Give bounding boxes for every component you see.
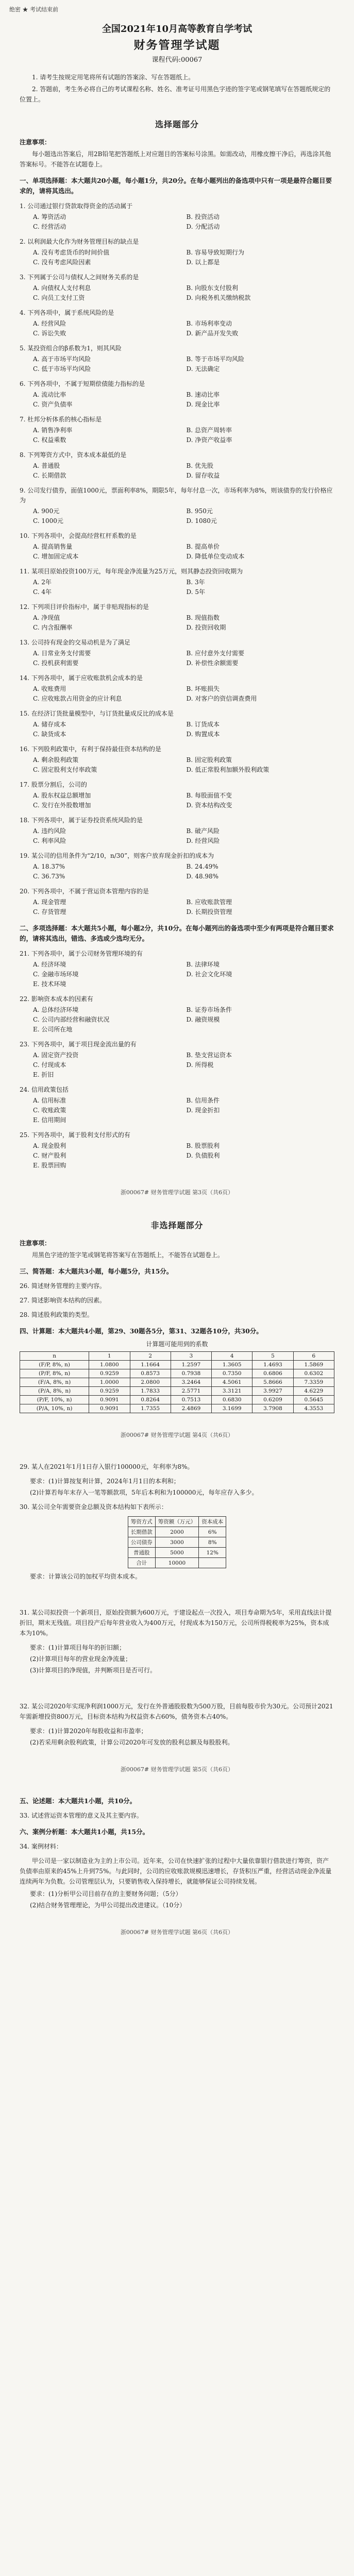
mcq-option: A. 18.37% — [33, 863, 65, 870]
mcq-option: D. 1080元 — [186, 517, 217, 524]
capital-cell: 3000 — [155, 1537, 199, 1548]
mcq-question: 9. 公司发行债券，面值1000元，票面利率8%，期限5年，每年付息一次，市场利率为8%，则该债券的发行价格应为 — [20, 487, 333, 504]
capital-header-cell: 筹资方式 — [128, 1517, 155, 1527]
question-31: 31. 某公司拟投资一个新项目，原始投资额为600万元，于建设起点一次投入，项目寿命期为5年，采用直线法计提折旧，期末无残值。项目投产后每年营业收入为400万元，付现成本为150万元，公司所得税税率为25%，资本成本为10%。 — [20, 1609, 332, 1637]
multi-option: B. 法律环境 — [186, 961, 220, 968]
coef-header-cell: 4 — [212, 1352, 252, 1361]
mcq-option: D. 向税务机关缴纳税款 — [186, 294, 251, 301]
mcq-options — [33, 684, 334, 704]
section6-head: 六、案例分析题：本大题共1小题，共15分。 — [20, 1828, 149, 1836]
mcq-options — [33, 248, 334, 267]
mcq-question: 20. 下列各项中，不属于营运资本管理内容的是 — [20, 888, 149, 895]
multi-options — [33, 960, 334, 989]
mcq-option: D. 净资产收益率 — [186, 436, 232, 444]
page-footer: 浙00067# 财务管理学试题 第3页（共6页） — [120, 1189, 234, 1196]
mcq-option: D. 投资回收期 — [186, 624, 226, 631]
mcq-option: B. 3年 — [186, 579, 205, 586]
question-30-sub: 要求：计算该公司的加权平均资本成本。 — [30, 1573, 142, 1580]
question-29: 29. 某人在2021年1月1日存入银行100000元，年利率为8%。 — [20, 1463, 194, 1470]
mcq-option: A. 销售净利率 — [33, 427, 73, 434]
section4-head: 四、计算题：本大题共4小题，第29、30题各5分，第31、32题各10分，共30分。 — [20, 1327, 263, 1335]
mcq-option: C. 1000元 — [33, 517, 63, 524]
capital-cell — [199, 1558, 226, 1568]
mcq-option: D. 5年 — [186, 588, 205, 596]
coef-row — [20, 1378, 334, 1387]
coef-header-cell: 3 — [171, 1352, 211, 1361]
mcq-option: C. 利率风险 — [33, 837, 66, 844]
capital-cell: 5000 — [155, 1548, 199, 1558]
multi-option: E. 信用期间 — [33, 1116, 66, 1124]
mcq-option: A. 股东权益总额增加 — [33, 792, 91, 799]
capital-cell: 长期借款 — [128, 1527, 155, 1537]
question-30: 30. 某公司全年需要资金总额及资本结构如下表所示： — [20, 1503, 167, 1511]
mcq-option: A. 普通股 — [33, 462, 60, 469]
coef-cell: 0.9091 — [89, 1404, 130, 1413]
coef-cell: 1.2597 — [171, 1361, 211, 1369]
multi-question: 22. 影响资本成本的因素有 — [20, 995, 93, 1003]
mcq-question: 17. 股票分割后，公司的 — [20, 781, 87, 788]
section5-head: 五、论述题：本大题共1小题，共10分。 — [20, 1797, 137, 1805]
mcq-option: D. 补偿性余额需要 — [186, 659, 239, 667]
mcq-options — [33, 390, 334, 410]
mcq-question: 4. 下列各项中，属于系统风险的是 — [20, 309, 114, 316]
mcq-option: D. 新产品开发失败 — [186, 330, 239, 337]
mcq-question: 2. 以利润最大化作为财务管理目标的缺点是 — [20, 238, 139, 245]
multi-option: E. 折旧 — [33, 1071, 54, 1078]
mcq-option: A. 收账费用 — [33, 685, 66, 692]
mcq-option: A. 提高销售量 — [33, 543, 73, 550]
multi-question: 23. 下列各项中，属于项目现金流出量的有 — [20, 1041, 137, 1048]
mcq-options — [33, 755, 334, 775]
coef-cell: 4.3553 — [293, 1404, 334, 1413]
multi-option: D. 社会文化环境 — [186, 971, 232, 978]
coef-cell: 4.5061 — [212, 1378, 252, 1387]
mcq-question: 19. 某公司的信用条件为“2/10，n/30”，则客户放弃现金折扣的成本为 — [20, 852, 214, 859]
coef-cell: 0.7513 — [171, 1396, 211, 1404]
coef-header-cell: n — [20, 1352, 89, 1361]
mcq-question: 10. 下列各项中，会提高经营杠杆系数的是 — [20, 532, 137, 539]
mcq-option: B. 坏账损失 — [186, 685, 220, 692]
coef-cell: (P/A, 10%, n) — [20, 1404, 89, 1413]
mcq-option: A. 筹资活动 — [33, 213, 66, 221]
part2-note-head: 注意事项： — [20, 1240, 51, 1247]
coef-cell: 0.8573 — [130, 1369, 171, 1378]
coef-cell: 0.6302 — [293, 1369, 334, 1378]
mcq-option: C. 没有考虑风险因素 — [33, 259, 91, 266]
coef-cell: 1.5869 — [293, 1361, 334, 1369]
page-footer: 浙00067# 财务管理学试题 第4页（共6页） — [120, 1432, 234, 1438]
mcq-option: B. 市场利率变动 — [186, 320, 232, 327]
mcq-option: B. 现值指数 — [186, 614, 220, 621]
mcq-options — [33, 426, 334, 445]
mcq-options — [33, 578, 334, 597]
mcq-option: B. 破产风险 — [186, 827, 220, 835]
mcq-option: B. 提高单价 — [186, 543, 220, 550]
coef-cell: (P/F, 8%, n) — [20, 1369, 89, 1378]
mcq-option: B. 订货成本 — [186, 721, 220, 728]
coef-cell: 0.6830 — [212, 1396, 252, 1404]
coef-row — [20, 1361, 334, 1369]
question-32-sub: 要求：(1)计算2020年每股收益和市盈率； — [30, 1727, 147, 1735]
mcq-options — [33, 506, 334, 526]
mcq-option: C. 缺货成本 — [33, 731, 66, 738]
mcq-option: B. 950元 — [186, 507, 213, 515]
capital-header-cell: 资本成本 — [199, 1517, 226, 1527]
mcq-options — [33, 720, 334, 739]
coef-cell: 3.3121 — [212, 1387, 252, 1396]
mcq-option: B. 24.49% — [186, 863, 218, 870]
section1-head: 一、单项选择题：本大题共20小题，每小题1分，共20分。在每小题列出的备选项中只有一项是最符合题目要求的，请将其选出。 — [20, 177, 332, 195]
mcq-question: 8. 下列筹资方式中，资本成本最低的是 — [20, 451, 127, 459]
mcq-option: C. 4年 — [33, 588, 52, 596]
mcq-option: C. 权益乘数 — [33, 436, 66, 444]
mcq-options — [33, 461, 334, 481]
mcq-option: A. 没有考虑货币的时间价值 — [33, 249, 110, 256]
mcq-question: 11. 某项目原始投资100万元，每年现金净流量为25万元，则其静态投资回收期为 — [20, 568, 243, 575]
multi-option: C. 收账政策 — [33, 1107, 66, 1114]
coef-cell: 0.5645 — [293, 1396, 334, 1404]
mcq-option: D. 降低单位变动成本 — [186, 553, 245, 560]
section3-head: 三、简答题：本大题共3小题，每小题5分，共15分。 — [20, 1267, 173, 1275]
multi-options — [33, 1005, 334, 1035]
mcq-option: C. 经营活动 — [33, 223, 66, 230]
mcq-question: 5. 某投资组合的β系数为1，则其风险 — [20, 345, 122, 352]
coef-cell: 4.6229 — [293, 1387, 334, 1396]
capital-row — [128, 1527, 226, 1537]
multi-option: B. 信用条件 — [186, 1097, 220, 1104]
mcq-question: 3. 下列属于公司与债权人之间财务关系的是 — [20, 274, 139, 281]
exam-title-line1: 全国2021年10月高等教育自学考试 — [102, 24, 252, 35]
mcq-option: B. 固定股利政策 — [186, 756, 232, 764]
coef-row — [20, 1369, 334, 1378]
mcq-question: 1. 公司通过银行贷款取得资金的活动属于 — [20, 202, 133, 210]
mcq-option: A. 流动比率 — [33, 391, 66, 398]
question-33: 33. 试述营运资本管理的意义及其主要内容。 — [20, 1812, 143, 1819]
question-34-sub: 要求：(1)分析甲公司目前存在的主要财务问题；（5分） — [30, 1890, 182, 1897]
part1-note-head: 注意事项： — [20, 139, 51, 146]
question-32-sub: (2)若采用剩余股利政策，计算公司2020年可发放的股利总额及每股股利。 — [30, 1739, 234, 1746]
mcq-option: B. 速动比率 — [186, 391, 220, 398]
secret-tag: 绝密 ★ 考试结束前 — [9, 6, 58, 13]
capital-cell: 8% — [199, 1537, 226, 1548]
capital-cell: 公司债券 — [128, 1537, 155, 1548]
capital-cell: 10000 — [155, 1558, 199, 1568]
mcq-option: B. 应付意外支付需要 — [186, 650, 244, 657]
coef-cell: 1.1664 — [130, 1361, 171, 1369]
question-29-sub: 要求：(1)计算按复利计算，2024年1月1日的本利和； — [30, 1478, 180, 1485]
coef-cell: 3.1699 — [212, 1404, 252, 1413]
multi-option: C. 财产股利 — [33, 1152, 66, 1159]
coefficient-table-caption: 计算题可能用到的系数 — [146, 1341, 208, 1348]
mcq-options — [33, 283, 334, 303]
coef-cell: 0.6806 — [252, 1369, 293, 1378]
part1-title: 选择题部分 — [155, 120, 199, 129]
coef-cell: 0.6209 — [252, 1396, 293, 1404]
multi-options — [33, 1141, 334, 1171]
mcq-option: D. 以上都是 — [186, 259, 220, 266]
multi-options — [33, 1096, 334, 1125]
instruction-1: 1. 请考生按规定用笔将所有试题的答案涂、写在答题纸上。 — [32, 74, 195, 81]
mcq-options — [33, 649, 334, 668]
mcq-option: D. 长期投资管理 — [186, 908, 232, 916]
question-31-sub: 要求：(1)计算项目每年的折旧额； — [30, 1644, 125, 1651]
multi-option: E. 技术环境 — [33, 980, 66, 988]
coef-cell: 0.7350 — [212, 1369, 252, 1378]
question-32: 32. 某公司2020年实现净利润1000万元，发行在外普通股股数为500万股，目前每股市价为30元。公司预计2021年需新增投资800万元，目标资本结构为权益资本占60%，债务资本占40%。 — [20, 1703, 333, 1720]
mcq-option: B. 投资活动 — [186, 213, 220, 221]
exam-title: 财务管理学试题 — [133, 39, 221, 52]
multi-option: E. 股票回购 — [33, 1162, 66, 1169]
mcq-option: B. 应收账款管理 — [186, 899, 232, 906]
mcq-option: A. 向债权人支付利息 — [33, 284, 91, 292]
coef-cell: 0.9259 — [89, 1369, 130, 1378]
mcq-option: A. 日常业务支付需要 — [33, 650, 91, 657]
multi-option: C. 公司内部经营和融资状况 — [33, 1016, 110, 1023]
coef-cell: 0.7938 — [171, 1369, 211, 1378]
mcq-option: C. 资产负债率 — [33, 401, 73, 408]
mcq-option: C. 向员工支付工资 — [33, 294, 85, 301]
mcq-option: A. 储存成本 — [33, 721, 66, 728]
question-28: 28. 简述股利政策的类型。 — [20, 1311, 93, 1318]
coef-cell: 1.4693 — [252, 1361, 293, 1369]
mcq-option: D. 资本结构改变 — [186, 802, 232, 809]
multi-option: A. 信用标准 — [33, 1097, 66, 1104]
mcq-option: B. 优先股 — [186, 462, 213, 469]
mcq-option: B. 向股东支付股利 — [186, 284, 238, 292]
question-26: 26. 简述财务管理的主要内容。 — [20, 1282, 106, 1290]
coef-cell: 3.9927 — [252, 1387, 293, 1396]
part1-note-text: 每小题选出答案后，用2B铅笔把答题纸上对应题目的答案标号涂黑。如需改动，用橡皮擦干净后，再选涂其他答案标号。不能答在试题卷上。 — [20, 150, 331, 168]
coef-cell: 1.3605 — [212, 1361, 252, 1369]
instruction-2: 2. 答题前，考生务必将自己的考试课程名称、姓名、准考证号用黑色字迹的签字笔或钢笔填写在答题纸规定的位置上。 — [20, 86, 331, 103]
coef-row — [20, 1387, 334, 1396]
multi-question: 24. 信用政策包括 — [20, 1086, 69, 1093]
mcq-option: A. 现金管理 — [33, 899, 66, 906]
multi-question: 21. 下列各项中，属于公司财务管理环境的有 — [20, 950, 143, 957]
mcq-option: C. 长期借款 — [33, 472, 66, 479]
mcq-question: 6. 下列各项中，不属于短期偿债能力指标的是 — [20, 380, 145, 387]
coef-cell: 0.9259 — [89, 1387, 130, 1396]
coef-row — [20, 1396, 334, 1404]
course-code: 课程代码:00067 — [151, 56, 203, 64]
capital-row — [128, 1548, 226, 1558]
mcq-options — [33, 319, 334, 338]
mcq-options — [33, 613, 334, 633]
coef-cell: 1.7355 — [130, 1404, 171, 1413]
coef-cell: 0.9091 — [89, 1396, 130, 1404]
case-material: 甲公司是一家以制造业为主的上市公司。近年来，公司在快速扩张的过程中大量依靠银行借款进行筹资，资产负债率由原来的45%上升到75%。与此同时，公司的应收账款规模迅速增长，存货积压严重，经营活动现金净流量连续两年为负数。公司管理层认为，只要销售收入保持增长，就能够保证公司持续发展。 — [20, 1857, 332, 1885]
multi-option: A. 现金股利 — [33, 1142, 66, 1149]
coef-header-cell: 6 — [293, 1352, 334, 1361]
coef-cell: 3.2464 — [171, 1378, 211, 1387]
mcq-options — [33, 791, 334, 810]
mcq-option: C. 投机获利需要 — [33, 659, 79, 667]
mcq-question: 13. 公司持有现金的交易动机是为了满足 — [20, 639, 130, 646]
coefficient-table — [20, 1351, 334, 1413]
multi-option: D. 所得税 — [186, 1061, 214, 1069]
mcq-options — [33, 897, 334, 917]
mcq-option: B. 每股面值不变 — [186, 792, 232, 799]
mcq-option: D. 48.98% — [186, 873, 219, 880]
coef-cell: 1.0000 — [89, 1378, 130, 1387]
capital-row — [128, 1558, 226, 1568]
coef-cell: 3.7908 — [252, 1404, 293, 1413]
coef-row — [20, 1404, 334, 1413]
multi-option: B. 股票股利 — [186, 1142, 220, 1149]
capital-cell: 12% — [199, 1548, 226, 1558]
mcq-option: B. 总资产周转率 — [186, 427, 232, 434]
mcq-option: A. 高于市场平均风险 — [33, 355, 91, 363]
capital-structure-table — [128, 1516, 227, 1568]
mcq-option: C. 发行在外股数增加 — [33, 802, 91, 809]
mcq-option: D. 留存收益 — [186, 472, 220, 479]
coef-header-cell: 2 — [130, 1352, 171, 1361]
coef-cell: 0.8264 — [130, 1396, 171, 1404]
mcq-option: D. 对客户的资信调查费用 — [186, 695, 257, 702]
multi-option: D. 负债股利 — [186, 1152, 220, 1159]
multi-option: C. 金融市场环境 — [33, 971, 79, 978]
capital-cell: 2000 — [155, 1527, 199, 1537]
coef-cell: 2.5771 — [171, 1387, 211, 1396]
coef-cell: 7.3359 — [293, 1378, 334, 1387]
mcq-option: C. 诉讼失败 — [33, 330, 66, 337]
coef-cell: (P/F, 10%, n) — [20, 1396, 89, 1404]
multi-option: E. 公司所在地 — [33, 1026, 73, 1033]
coef-cell: (P/A, 8%, n) — [20, 1387, 89, 1396]
multi-option: A. 总体经济环境 — [33, 1006, 79, 1013]
mcq-question: 12. 下列项目评价指标中，属于非贴现指标的是 — [20, 603, 149, 611]
coef-cell: 5.8666 — [252, 1378, 293, 1387]
mcq-option: D. 经营风险 — [186, 837, 220, 844]
mcq-question: 16. 下列股利政策中，有利于保持最佳资本结构的是 — [20, 745, 161, 753]
question-27: 27. 简述影响资本结构的因素。 — [20, 1297, 106, 1304]
question-31-sub: (3)计算项目的净现值，并判断项目是否可行。 — [30, 1667, 156, 1674]
capital-header-cell: 筹资额（万元） — [155, 1517, 199, 1527]
mcq-option: C. 低于市场平均风险 — [33, 365, 91, 372]
coef-cell: 1.7833 — [130, 1387, 171, 1396]
mcq-question: 14. 下列各项中，属于应收账款机会成本的是 — [20, 674, 143, 682]
mcq-option: C. 增加固定成本 — [33, 553, 79, 560]
multi-list — [20, 949, 334, 1171]
section2-head: 二、多项选择题：本大题共5小题，每小题2分，共10分。在每小题列出的备选项中至少有两项是符合题目要求的，请将其选出，错选、多选或少选均无分。 — [20, 924, 334, 942]
capital-row — [128, 1537, 226, 1548]
mcq-option: C. 存货管理 — [33, 908, 66, 916]
mcq-option: D. 无法确定 — [186, 365, 220, 372]
capital-cell: 普通股 — [128, 1548, 155, 1558]
mcq-options — [33, 354, 334, 374]
coef-cell: 2.0800 — [130, 1378, 171, 1387]
mcq-option: A. 净现值 — [33, 614, 60, 621]
mcq-options — [33, 542, 334, 562]
mcq-option: C. 固定股利支付率政策 — [33, 766, 97, 773]
mcq-option: A. 900元 — [33, 507, 60, 515]
coef-cell: (F/P, 8%, n) — [20, 1361, 89, 1369]
mcq-options — [33, 212, 334, 232]
mcq-option: B. 等于市场平均风险 — [186, 355, 244, 363]
multi-option: A. 经济环境 — [33, 961, 66, 968]
question-29-sub: (2)计算若每年末存入一笔等额款项，5年后本利和为100000元，每年应存入多少。 — [30, 1489, 258, 1496]
page-footer: 浙00067# 财务管理学试题 第5页（共6页） — [120, 1766, 234, 1773]
multi-option: B. 垫支营运资本 — [186, 1052, 232, 1059]
multi-option: B. 证券市场条件 — [186, 1006, 232, 1013]
multi-option: D. 现金折扣 — [186, 1107, 220, 1114]
part2-title: 非选择题部分 — [150, 1221, 204, 1230]
part2-note-text: 用黑色字迹的签字笔或钢笔将答案写在答题纸上，不能答在试题卷上。 — [32, 1251, 224, 1259]
mcq-option: A. 剩余股利政策 — [33, 756, 79, 764]
coef-header-cell: 1 — [89, 1352, 130, 1361]
mcq-option: D. 购置成本 — [186, 731, 220, 738]
capital-cell: 合计 — [128, 1558, 155, 1568]
mcq-option: C. 内含报酬率 — [33, 624, 73, 631]
multi-options — [33, 1050, 334, 1080]
mcq-option: A. 经营风险 — [33, 320, 66, 327]
coef-cell: 2.4869 — [171, 1404, 211, 1413]
coef-cell: 1.0800 — [89, 1361, 130, 1369]
page-footer: 浙00067# 财务管理学试题 第6页（共6页） — [120, 1929, 234, 1936]
mcq-question: 7. 杜邦分析体系的核心指标是 — [20, 416, 102, 423]
mcq-question: 15. 在经济订货批量模型中，与订货批量成反比的成本是 — [20, 710, 174, 717]
question-34-sub: (2)结合财务管理理论，为甲公司提出改进建议。（10分） — [30, 1902, 186, 1909]
mcq-option: C. 应收账款占用资金的应计利息 — [33, 695, 122, 702]
mcq-list — [20, 201, 334, 917]
question-31-sub: (2)计算项目每年的营业现金净流量； — [30, 1655, 131, 1663]
mcq-option: A. 违约风险 — [33, 827, 66, 835]
mcq-option: A. 2年 — [33, 579, 52, 586]
mcq-option: D. 现金比率 — [186, 401, 220, 408]
mcq-option: D. 低正常股利加额外股利政策 — [186, 766, 269, 773]
multi-question: 25. 下列各项中，属于股利支付形式的有 — [20, 1131, 130, 1139]
question-34: 34. 案例材料： — [20, 1843, 62, 1850]
mcq-question: 18. 下列各项中，属于证券投资系统风险的是 — [20, 817, 143, 824]
mcq-option: D. 分配活动 — [186, 223, 220, 230]
multi-option: D. 融资规模 — [186, 1016, 220, 1023]
multi-option: C. 付现成本 — [33, 1061, 66, 1069]
coef-header-cell: 5 — [252, 1352, 293, 1361]
mcq-option: C. 36.73% — [33, 873, 65, 880]
coef-cell: (F/A, 8%, n) — [20, 1378, 89, 1387]
mcq-options — [33, 826, 334, 846]
mcq-options — [33, 862, 334, 882]
multi-option: A. 固定资产投资 — [33, 1052, 79, 1059]
mcq-option: B. 容易导致短期行为 — [186, 249, 244, 256]
capital-cell: 6% — [199, 1527, 226, 1537]
